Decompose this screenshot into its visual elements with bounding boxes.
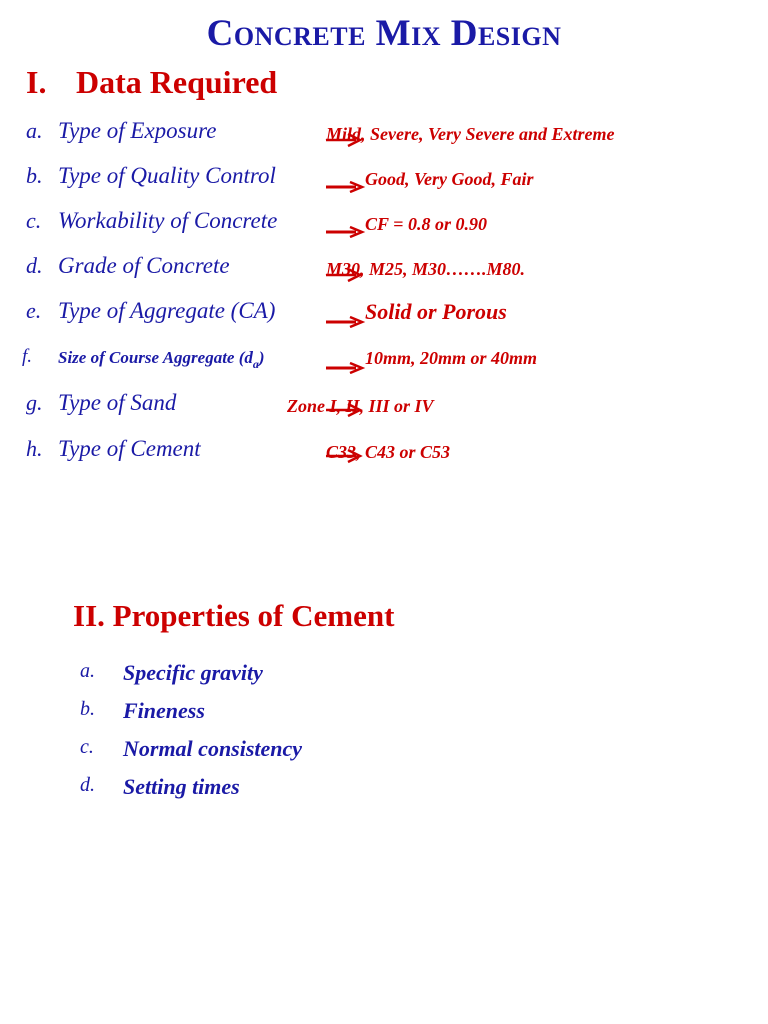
item-letter: h. — [26, 436, 43, 461]
item-label: Workability of Concrete — [58, 208, 278, 233]
item-letter: b. — [26, 163, 43, 188]
list-item — [0, 118, 768, 158]
item-letter: a. — [80, 660, 95, 682]
list-item — [0, 660, 768, 696]
right-arrow-icon — [326, 358, 366, 374]
section-number: I. — [26, 64, 47, 100]
list-item — [0, 436, 768, 476]
item-letter: g. — [26, 390, 43, 415]
list-item — [0, 698, 768, 734]
section-heading-properties-of-cement: II. Properties of Cement — [73, 598, 395, 633]
item-value: 10mm, 20mm or 40mm — [365, 348, 538, 368]
item-label: Type of Cement — [58, 436, 201, 461]
item-value: C33, C43 or C53 — [326, 442, 451, 462]
item-value: Good, Very Good, Fair — [365, 169, 534, 189]
item-letter: d. — [26, 253, 43, 278]
item-letter: c. — [26, 208, 42, 233]
item-label: Type of Quality Control — [58, 163, 276, 188]
item-letter: c. — [80, 736, 94, 758]
item-letter: d. — [80, 774, 95, 796]
item-value: M30, M25, M30…….M80. — [326, 259, 526, 279]
item-label-text: Size of Course Aggregate (d — [58, 348, 253, 367]
item-label: Type of Sand — [58, 390, 177, 415]
item-letter: a. — [26, 118, 43, 143]
list-item — [0, 736, 768, 772]
item-value: Solid or Porous — [365, 299, 507, 324]
list-item — [0, 253, 768, 293]
item-label: Type of Exposure — [58, 118, 217, 143]
item-label — [58, 348, 265, 372]
right-arrow-icon — [326, 312, 366, 328]
right-arrow-icon — [326, 448, 366, 464]
right-arrow-icon — [326, 177, 366, 193]
right-arrow-icon — [326, 132, 366, 148]
item-label: Type of Aggregate (CA) — [58, 298, 276, 323]
item-label: Fineness — [123, 698, 205, 723]
item-label: Grade of Concrete — [58, 253, 230, 278]
item-letter: b. — [80, 698, 95, 720]
item-value: Mild, Severe, Very Severe and Extreme — [326, 124, 615, 144]
item-label-end: ) — [258, 348, 265, 367]
item-label: Setting times — [123, 774, 240, 799]
right-arrow-icon — [326, 402, 366, 418]
section-heading-data-required — [26, 64, 277, 101]
list-item — [0, 208, 768, 248]
list-item — [0, 390, 768, 430]
item-letter: f. — [22, 346, 33, 367]
item-value: CF = 0.8 or 0.90 — [365, 214, 487, 234]
right-arrow-icon — [326, 222, 366, 238]
item-label: Specific gravity — [123, 660, 263, 685]
item-letter: e. — [26, 298, 42, 323]
list-item — [0, 774, 768, 810]
page-title: Concrete Mix Design — [206, 13, 562, 54]
section-title: Data Required — [76, 64, 278, 100]
right-arrow-icon — [326, 267, 366, 283]
item-value: Zone I, II, III or IV — [287, 396, 434, 416]
item-label: Normal consistency — [123, 736, 303, 761]
list-item — [0, 163, 768, 203]
item-label-subscript: a — [252, 357, 259, 371]
list-item — [0, 298, 768, 338]
list-item — [0, 346, 768, 386]
